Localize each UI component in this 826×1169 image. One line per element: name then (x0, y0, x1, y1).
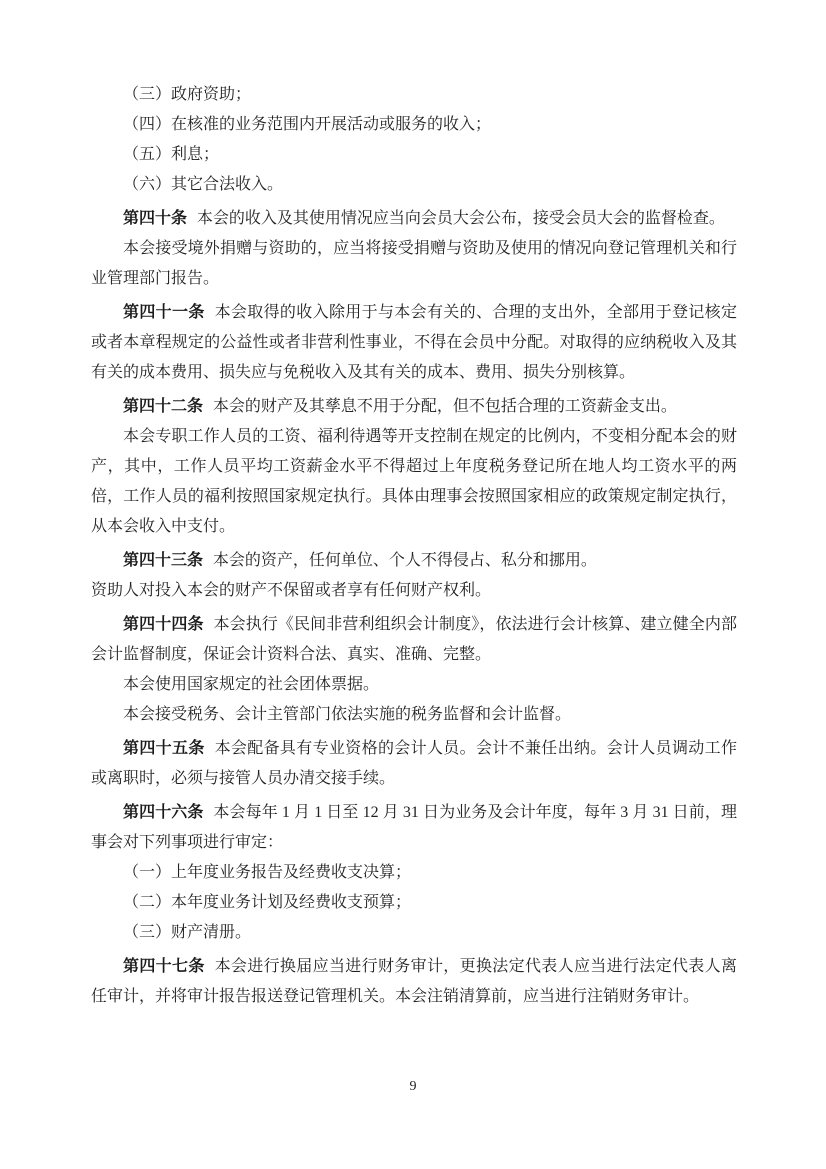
paragraph-text: 本会每年 1 月 1 日至 12 月 31 日为业务及会计年度，每年 3 月 31 日前，理事会对下列事项进行审定： (91, 804, 737, 851)
paragraph-text: （一）上年度业务报告及经费收支决算； (123, 864, 412, 881)
paragraph-text: （二）本年度业务计划及经费收支预算； (123, 894, 412, 911)
body-paragraph (91, 80, 737, 110)
body-paragraph (91, 888, 737, 918)
body-paragraph (91, 110, 737, 140)
page-number: 9 (409, 1079, 417, 1094)
article-paragraph (91, 734, 737, 794)
paragraph-text: 本会接受境外捐赠与资助的，应当将接受捐赠与资助及使用的情况向登记管理机关和行业管理部门报告。 (91, 240, 737, 287)
article-paragraph (91, 546, 737, 576)
body-paragraph (91, 858, 737, 888)
article-number: 第四十二条 (123, 398, 204, 415)
paragraph-text: 本会接受税务、会计主管部门依法实施的税务监督和会计监督。 (123, 706, 572, 723)
document-body (91, 80, 737, 1012)
paragraph-text: （六）其它合法收入。 (123, 176, 284, 193)
paragraph-text: （四）在核准的业务范围内开展活动或服务的收入； (123, 116, 492, 133)
paragraph-text: 资助人对投入本会的财产不保留或者享有任何财产权利。 (91, 582, 492, 599)
article-paragraph (91, 798, 737, 858)
article-paragraph (91, 392, 737, 422)
body-paragraph (91, 918, 737, 948)
article-paragraph (91, 204, 737, 234)
article-paragraph (91, 610, 737, 670)
paragraph-text: 本会配备具有专业资格的会计人员。会计不兼任出纳。会计人员调动工作或离职时，必须与接管人员办清交接手续。 (91, 740, 737, 787)
article-number: 第四十五条 (123, 740, 205, 757)
body-paragraph (91, 234, 737, 294)
article-paragraph (91, 298, 737, 388)
article-number: 第四十三条 (123, 552, 204, 569)
paragraph-text: 本会执行《民间非营利组织会计制度》，依法进行会计核算、建立健全内部会计监督制度，保证会计资料合法、真实、准确、完整。 (91, 616, 737, 663)
paragraph-text: 本会的资产，任何单位、个人不得侵占、私分和挪用。 (212, 552, 597, 569)
body-paragraph (91, 140, 737, 170)
body-paragraph (91, 576, 737, 606)
paragraph-text: 本会的收入及其使用情况应当向会员大会公布，接受会员大会的监督检查。 (196, 210, 725, 227)
paragraph-text: 本会的财产及其孳息不用于分配，但不包括合理的工资薪金支出。 (212, 398, 677, 415)
article-number: 第四十条 (123, 210, 188, 227)
paragraph-text: （三）财产清册。 (123, 924, 252, 941)
body-paragraph (91, 422, 737, 542)
article-number: 第四十七条 (123, 958, 205, 975)
body-paragraph (91, 700, 737, 730)
article-number: 第四十四条 (123, 616, 204, 633)
article-paragraph (91, 952, 737, 1012)
body-paragraph (91, 170, 737, 200)
paragraph-text: （三）政府资助； (123, 86, 252, 103)
paragraph-text: 本会取得的收入除用于与本会有关的、合理的支出外，全部用于登记核定或者本章程规定的公益性或者非营利性事业，不得在会员中分配。对取得的应纳税收入及其有关的成本费用、损失应与免税收入及其有关的成本、费用、损失分别核算。 (91, 304, 737, 381)
paragraph-text: 本会专职工作人员的工资、福利待遇等开支控制在规定的比例内，不变相分配本会的财产，其中，工作人员平均工资薪金水平不得超过上年度税务登记所在地人均工资水平的两倍，工作人员的福利按照国家规定执行。具体由理事会按照国家相应的政策规定制定执行，从本会收入中支付。 (91, 428, 737, 535)
article-number: 第四十六条 (123, 804, 204, 821)
article-number: 第四十一条 (123, 304, 205, 321)
body-paragraph (91, 670, 737, 700)
paragraph-text: 本会进行换届应当进行财务审计，更换法定代表人应当进行法定代表人离任审计，并将审计报告报送登记管理机关。本会注销清算前，应当进行注销财务审计。 (91, 958, 737, 1005)
paragraph-text: （五）利息； (123, 146, 220, 163)
paragraph-text: 本会使用国家规定的社会团体票据。 (123, 676, 380, 693)
